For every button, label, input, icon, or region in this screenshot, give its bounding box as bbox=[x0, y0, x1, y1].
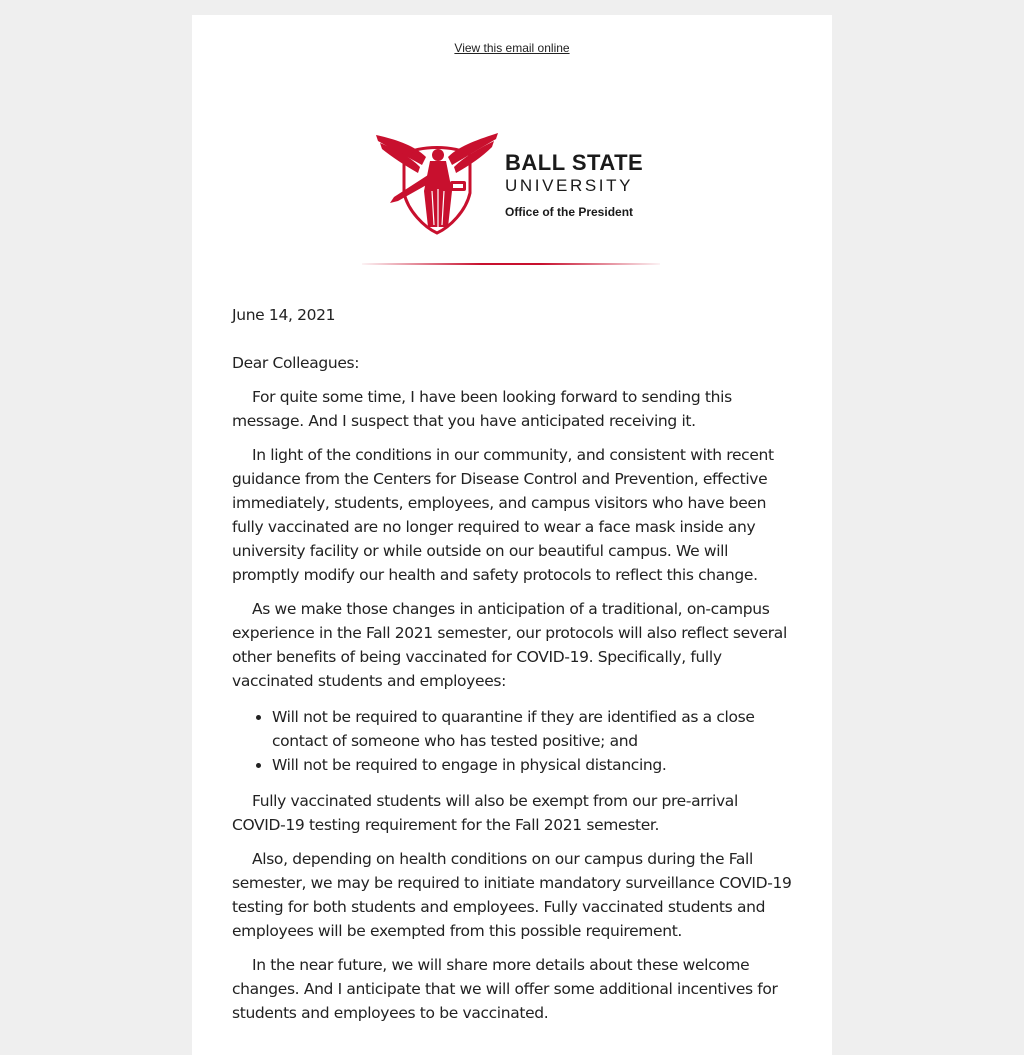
ball-state-logo bbox=[372, 131, 662, 241]
paragraph: For quite some time, I have been looking forward to sending this message. And I suspect that you have anticipated receiving it. bbox=[232, 388, 732, 430]
paragraph: In the near future, we will share more details about these welcome changes. And I anticipate that we will offer some additional incentives for students and employees to be vaccinated. bbox=[232, 956, 778, 1022]
list-item: • Will not be required to quarantine if they are identified as a close contact of someone who has tested positive; and bbox=[272, 705, 794, 753]
beneficence-emblem-icon bbox=[374, 131, 500, 237]
view-email-online-link[interactable]: View this email online bbox=[454, 41, 570, 55]
logo-wordmark bbox=[505, 151, 643, 219]
email-body bbox=[192, 15, 832, 1055]
letter-greeting: Dear Colleagues: bbox=[232, 354, 360, 372]
paragraph: As we make those changes in anticipation of a traditional, on-campus experience in the Fall 2021 semester, our protocols will also reflect several other benefits of being vaccinated for COVID-19. Specifically, fully vaccinated students and employees: bbox=[232, 600, 787, 690]
paragraph: Fully vaccinated students will also be exempt from our pre-arrival COVID-19 testing requirement for the Fall 2021 semester. bbox=[232, 792, 738, 834]
benefits-list bbox=[232, 705, 794, 777]
paragraph: In light of the conditions in our community, and consistent with recent guidance from the Centers for Disease Control and Prevention, effective immediately, students, employees, and campus visitors who have been fully vaccinated are no longer required to wear a face mask inside any university facility or while outside on our beautiful campus. We will promptly modify our health and safety protocols to reflect this change. bbox=[232, 446, 774, 584]
logo-ball-state: BALL STATE bbox=[505, 150, 644, 175]
logo-office-of-the-president: Office of the President bbox=[505, 205, 634, 219]
letter-content bbox=[232, 303, 794, 1035]
letter-date: June 14, 2021 bbox=[232, 306, 336, 324]
logo-university: UNIVERSITY bbox=[505, 176, 634, 195]
header-divider bbox=[362, 263, 660, 265]
paragraph: Also, depending on health conditions on our campus during the Fall semester, we may be required to initiate mandatory surveillance COVID-19 testing for both students and employees. Fully vaccinated students and employees will be exempted from this possible requirement. bbox=[232, 850, 792, 940]
list-item: • Will not be required to engage in physical distancing. bbox=[272, 753, 794, 777]
